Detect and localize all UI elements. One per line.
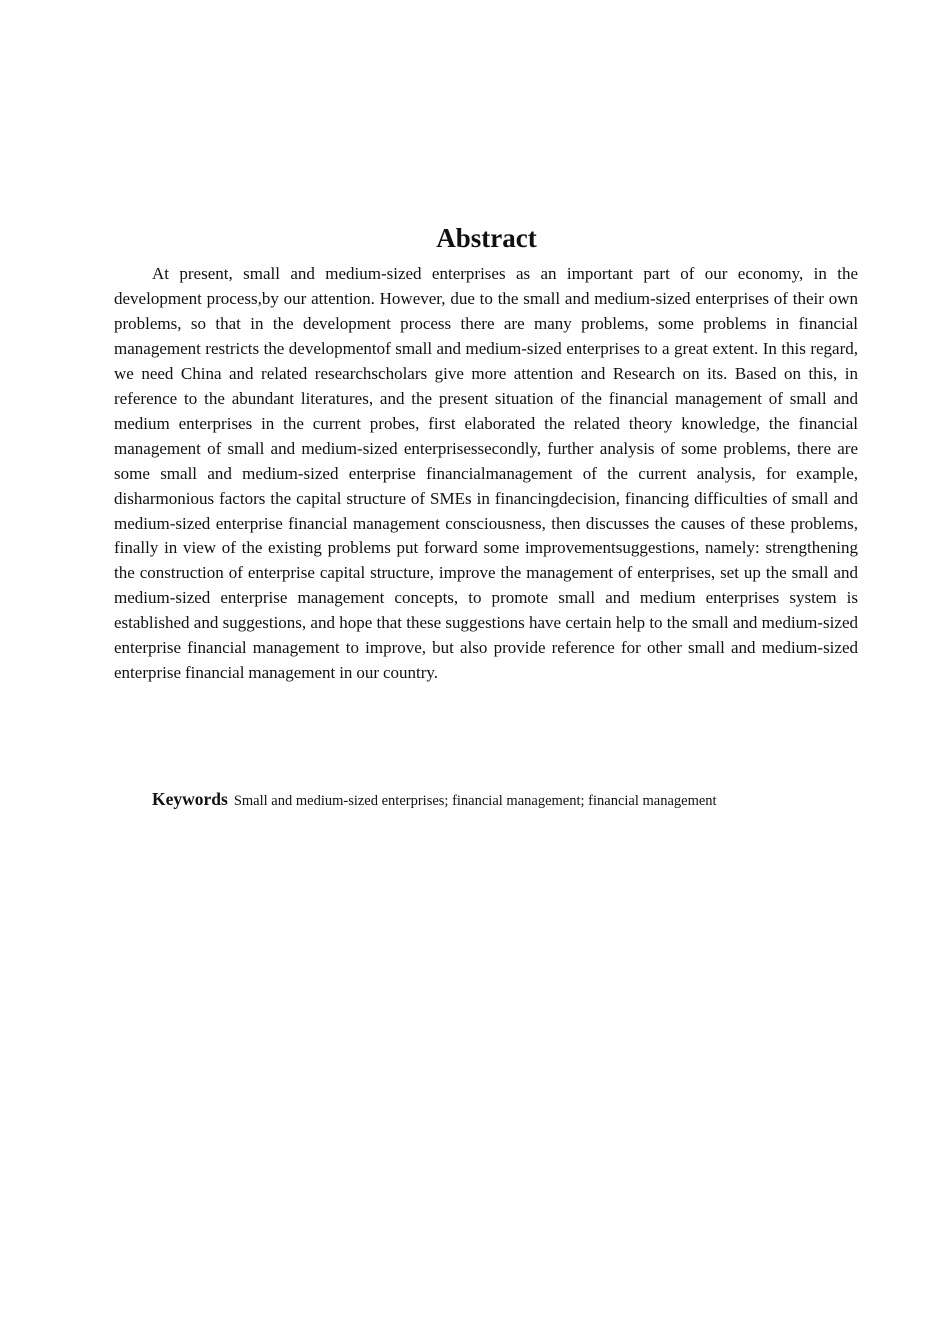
keywords-text: Small and medium-sized enterprises; financial management; financial management bbox=[233, 793, 717, 809]
abstract-body: At present, small and medium-sized enterprises as an important part of our economy, in the development process,by our attention. However, due to the small and medium-sized enterprises of their own problems, so that in the development process there are many problems, some problems in financial management restricts the developmentof small and medium-sized enterprises to a great extent. In this regard, we need China and related researchscholars give more attention and Research on its. Based on this, in reference to the abundant literatures, and the present situation of the financial management of small and medium enterprises in the current probes, first elaborated the related theory knowledge, the financial management of small and medium-sized enterprisessecondly, further analysis of some problems, there are some small and medium-sized enterprise financialmanagement of the current analysis, for example, disharmonious factors the capital structure of SMEs in financingdecision, financing difficulties of small and medium-sized enterprise financial management consciousness, then discusses the causes of these problems, finally in view of the existing problems put forward some improvementsuggestions, namely: strengthening the construction of enterprise capital structure, improve the management of enterprises, set up the small and medium-sized enterprise management concepts, to promote small and medium enterprises system is established and suggestions, and hope that these suggestions have certain help to the small and medium-sized enterprise financial management to improve, but also provide reference for other small and medium-sized enterprise financial management in our country. bbox=[114, 264, 858, 683]
abstract-title: Abstract bbox=[436, 223, 537, 253]
keywords-line bbox=[152, 786, 872, 814]
keywords-label: Keywords bbox=[152, 789, 228, 809]
